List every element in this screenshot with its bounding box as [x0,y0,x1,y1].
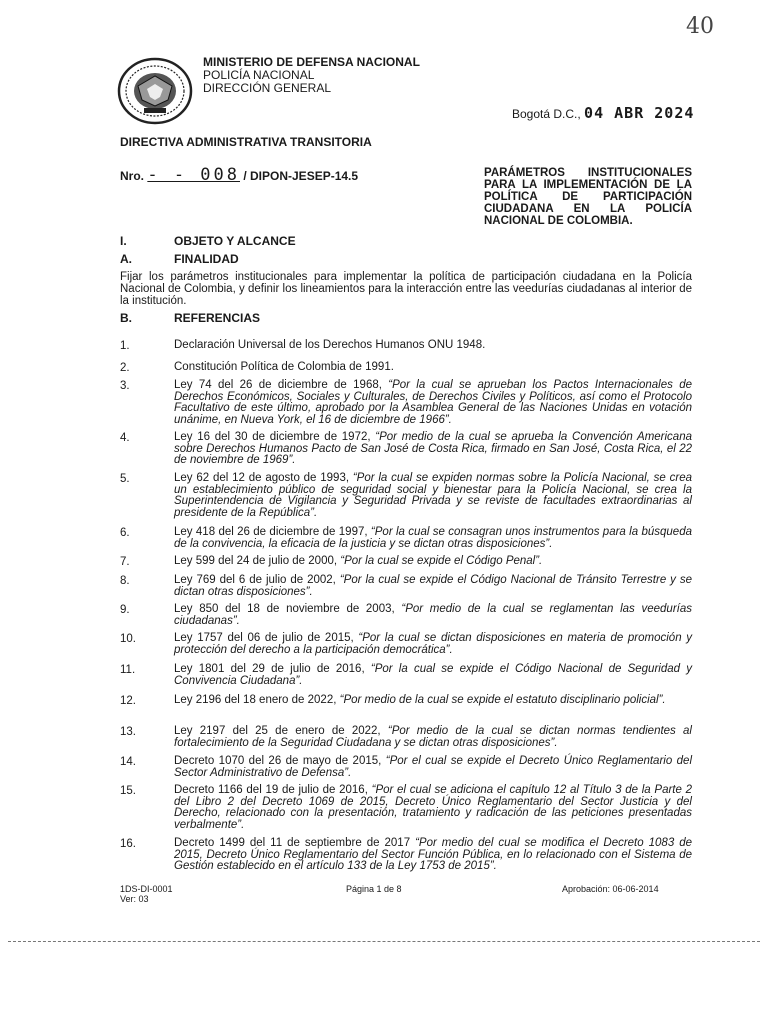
date-place: Bogotá D.C., [512,107,581,121]
institution-header [203,56,420,95]
footer-page-number: Página 1 de 8 [346,884,402,894]
date-stamp: 04 ABR 2024 [584,104,695,122]
section-title-finalidad: FINALIDAD [174,252,239,266]
footer-document-code [120,884,173,904]
number-suffix: / DIPON-JESEP-14.5 [243,169,359,183]
handwritten-page-number: 40 [686,14,714,39]
finalidad-paragraph: Fijar los parámetros institucionales para implementar la política de participación ciudadana en la Policía Nacional de Colombia, y definir los lineamientos para la interacción entre las veedurías ciudadanas al interior de la institución. [120,271,692,307]
number-label: Nro. [120,169,144,183]
footer-version: Ver: 03 [120,894,149,904]
document-type: DIRECTIVA ADMINISTRATIVA TRANSITORIA [120,135,372,149]
section-title-referencias: REFERENCIAS [174,311,261,325]
section-number: I. [120,234,127,248]
footer-code: 1DS-DI-0001 [120,884,173,894]
page-edge-divider [8,941,760,942]
section-number: A. [120,252,132,266]
number-value: - - 008 [147,165,240,185]
section-title-objeto: OBJETO Y ALCANCE [174,234,296,248]
section-number: B. [120,311,132,325]
footer-approval-date: Aprobación: 06-06-2014 [562,884,659,894]
document-subject: PARÁMETROS INSTITUCIONALES PARA LA IMPLEMENTACIÓN DE LA POLÍTICA DE PARTICIPACIÓN CIUDADANA EN LA POLICÍA NACIONAL DE COLOMBIA. [484,167,692,227]
direction-name: DIRECCIÓN GENERAL [203,81,332,95]
national-police-seal-icon [116,56,194,126]
police-name: POLICÍA NACIONAL [203,68,315,82]
ministry-name: MINISTERIO DE DEFENSA NACIONAL [203,55,420,69]
document-number [120,165,358,185]
document-date [512,104,694,122]
